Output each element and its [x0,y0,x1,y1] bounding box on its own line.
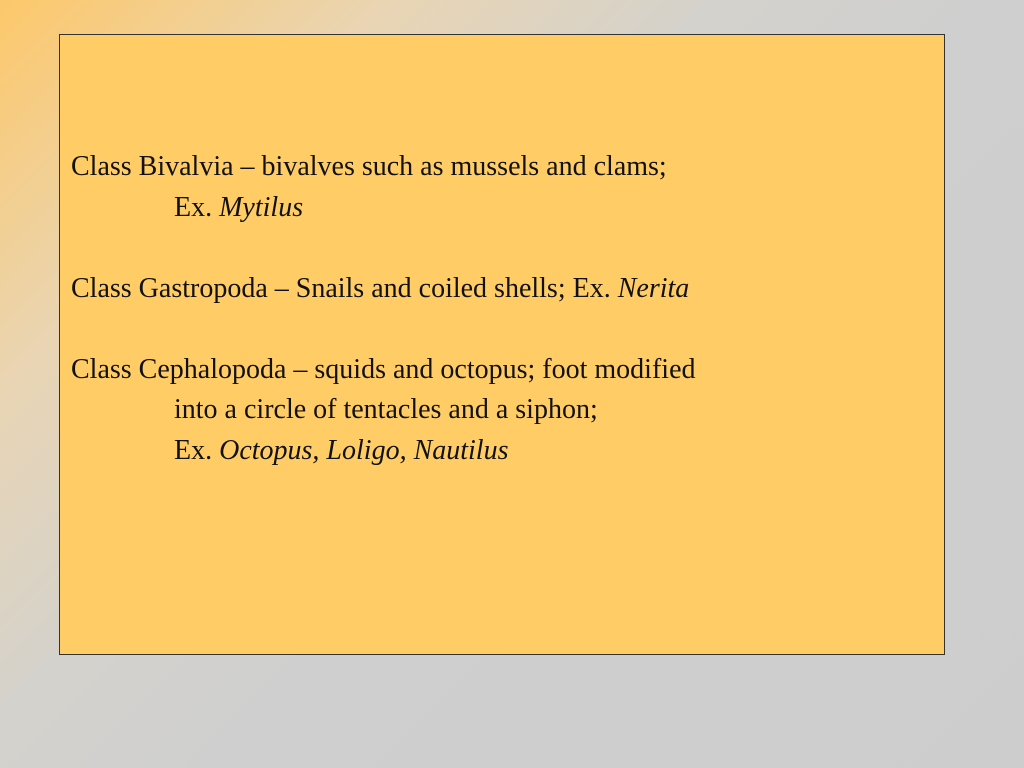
bivalvia-example-genus: Mytilus [219,191,304,223]
text-body [71,147,931,471]
spacer [71,228,931,269]
cephalopoda-heading: Class Cephalopoda – squids and octopus; foot modified [71,353,696,385]
gastropoda-text: Class Gastropoda – Snails and coiled shells; Ex. [71,272,618,304]
cephalopoda-description: into a circle of tentacles and a siphon; [174,394,598,425]
gastropoda-example-genus: Nerita [617,272,690,304]
bivalvia-example-prefix: Ex. [174,191,220,223]
spacer [71,309,931,350]
cephalopoda-example-genera: Octopus, Loligo, Nautilus [219,434,509,466]
bivalvia-heading: Class Bivalvia – bivalves such as mussels and clams; [71,151,667,182]
cephalopoda-example [71,431,931,472]
cephalopoda-example-prefix: Ex. [174,434,220,466]
content-box [59,34,945,655]
gastropoda-heading [71,269,931,310]
bivalvia-example [71,188,931,229]
